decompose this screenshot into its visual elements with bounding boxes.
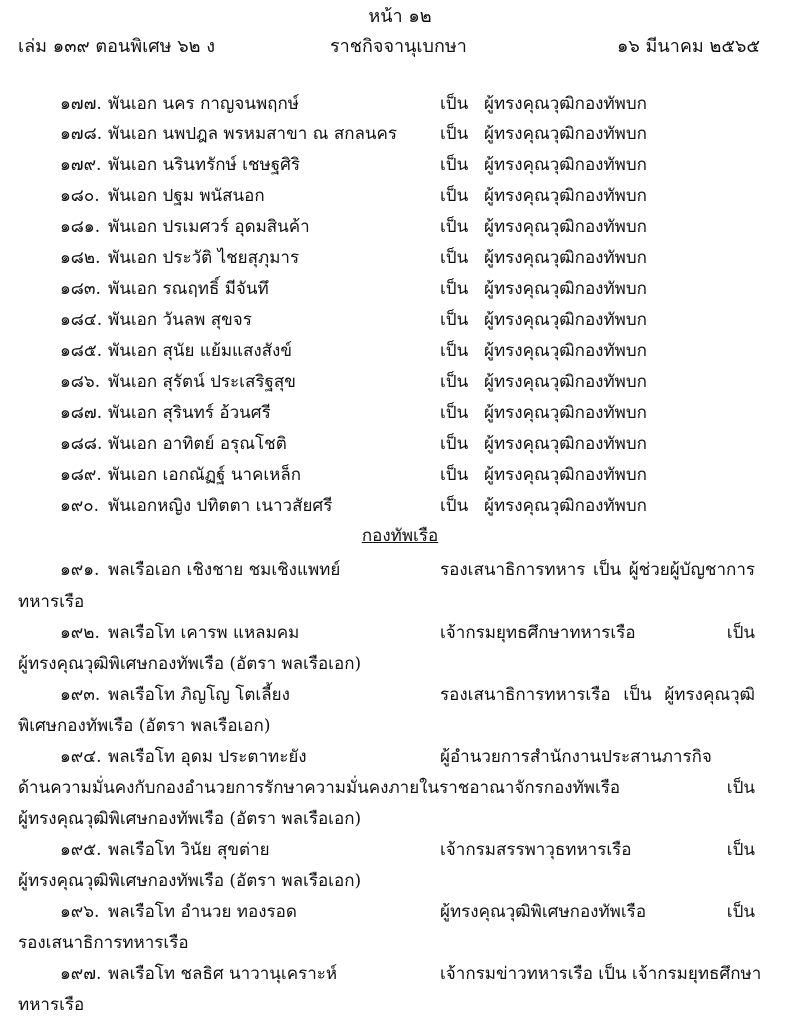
appointment-detail: ผู้ทรงคุณวุฒิพิเศษกองทัพเรือ เป็น	[440, 902, 755, 922]
appointment-word: เป็น	[440, 248, 469, 268]
appointment-role: ผู้ทรงคุณวุฒิกองทัพบก	[484, 434, 647, 454]
appointment-continuation: ผู้ทรงคุณวุฒิพิเศษกองทัพเรือ (อัตรา พลเรือเอก)	[18, 809, 362, 829]
appointment-word: เป็น	[440, 94, 469, 114]
appointment-word: เป็น	[440, 341, 469, 361]
item-number: ๑๙๗.	[60, 964, 102, 984]
appointment-detail: เจ้ากรมข่าวทหารเรือ เป็น เจ้ากรมยุทธศึกษา	[440, 964, 762, 984]
publication-title: ราชกิจจานุเบกษา	[330, 36, 467, 57]
appointment-continuation: ทหารเรือ	[18, 995, 85, 1015]
list-item	[0, 498, 800, 528]
appointment-continuation: ทหารเรือ	[18, 592, 85, 612]
appointment-role: ผู้ทรงคุณวุฒิกองทัพบก	[484, 341, 647, 361]
item-number: ๑๙๓.	[60, 685, 101, 705]
list-item	[0, 96, 800, 126]
officer-name: พันเอก นพปฎล พรหมสาขา ณ สกลนคร	[108, 124, 398, 144]
appointment-role: ผู้ทรงคุณวุฒิกองทัพบก	[484, 279, 647, 299]
appointment-word: เป็น	[440, 310, 469, 330]
appointment-role: ผู้ทรงคุณวุฒิกองทัพบก	[484, 124, 647, 144]
officer-name: พันเอก ประวัติ ไชยสุภุมาร	[108, 248, 300, 268]
appointment-role: ผู้ทรงคุณวุฒิกองทัพบก	[484, 496, 647, 516]
officer-name: พลเรือโท อุดม ประตาทะยัง	[108, 747, 307, 767]
officer-name: พันเอก อาทิตย์ อรุณโชติ	[108, 434, 287, 454]
volume-info: เล่ม ๑๓๙ ตอนพิเศษ ๖๒ ง	[18, 36, 216, 57]
officer-name: พันเอก สุรัตน์ ประเสริฐสุข	[108, 372, 296, 392]
appointment-detail: เจ้ากรมสรรพาวุธทหารเรือ เป็น	[440, 840, 755, 860]
officer-name: พลเรือโท อำนวย ทองรอด	[108, 902, 297, 922]
appointment-word: เป็น	[440, 186, 469, 206]
item-number: ๑๘๘.	[60, 434, 103, 454]
appointment-continuation: รองเสนาธิการทหารเรือ	[18, 933, 189, 953]
item-number: ๑๘๔.	[60, 310, 103, 330]
appointment-continuation: ผู้ทรงคุณวุฒิพิเศษกองทัพเรือ (อัตรา พลเรือเอก)	[18, 871, 362, 891]
appointment-role: ผู้ทรงคุณวุฒิกองทัพบก	[484, 186, 647, 206]
officer-name: พันเอก รณฤทธิ์ มีจันทึ	[108, 279, 269, 299]
officer-name: พันเอก ปฐม พนัสนอก	[108, 186, 265, 206]
list-item	[0, 188, 800, 218]
appointment-word: เป็น	[440, 217, 469, 237]
item-number: ๑๙๐.	[60, 496, 100, 516]
item-number: ๑๙๒.	[60, 623, 100, 643]
officer-name: พันเอก นรินทรักษ์ เชษฐศิริ	[108, 155, 301, 175]
item-number: ๑๙๔.	[60, 747, 102, 767]
appointment-continuation: พิเศษกองทัพเรือ (อัตรา พลเรือเอก)	[18, 716, 271, 736]
officer-name: พลเรือโท วินัย สุขต่าย	[108, 840, 270, 860]
appointment-continuation: ด้านความมั่นคงกับกองอำนวยการรักษาความมั่นคงภายในราชอาณาจักรกองทัพเรือ เป็น	[18, 778, 755, 798]
appointment-word: เป็น	[440, 155, 469, 175]
appointment-word: เป็น	[440, 496, 469, 516]
list-item	[0, 312, 800, 342]
appointment-word: เป็น	[440, 403, 469, 423]
list-item	[0, 436, 800, 466]
item-number: ๑๗๗.	[60, 94, 102, 114]
item-number: ๑๙๑.	[60, 560, 100, 580]
list-item	[0, 343, 800, 373]
appointment-role: ผู้ทรงคุณวุฒิกองทัพบก	[484, 403, 647, 423]
officer-name: พลเรือโท เคารพ แหลมคม	[108, 623, 300, 643]
appointment-word: เป็น	[440, 434, 469, 454]
appointment-role: ผู้ทรงคุณวุฒิกองทัพบก	[484, 94, 647, 114]
list-item	[0, 126, 800, 156]
officer-name: พันเอก วันลพ สุขจร	[108, 310, 252, 330]
officer-name: พลเรือโท ชลธิศ นาวานุเคราะห์	[108, 964, 338, 984]
appointment-detail: เจ้ากรมยุทธศึกษาทหารเรือ เป็น	[440, 623, 755, 643]
section-heading-navy: กองทัพเรือ	[361, 526, 439, 546]
item-number: ๑๘๖.	[60, 372, 101, 392]
item-number: ๑๗๙.	[60, 155, 102, 175]
list-item	[0, 157, 800, 187]
appointment-role: ผู้ทรงคุณวุฒิกองทัพบก	[484, 217, 647, 237]
officer-name: พันเอก นคร กาญจนพฤกษ์	[108, 94, 299, 114]
appointment-detail: ผู้อำนวยการสำนักงานประสานภารกิจ	[440, 747, 712, 767]
appointment-word: เป็น	[440, 372, 469, 392]
list-item	[0, 219, 800, 249]
appointment-detail: รองเสนาธิการทหาร เป็น ผู้ช่วยผู้บัญชาการ	[440, 560, 755, 580]
list-item	[0, 250, 800, 280]
list-item	[0, 374, 800, 404]
officer-name: พลเรือเอก เชิงชาย ชมเชิงแพทย์	[108, 560, 341, 580]
item-number: ๑๘๒.	[60, 248, 101, 268]
appointment-role: ผู้ทรงคุณวุฒิกองทัพบก	[484, 248, 647, 268]
appointment-word: เป็น	[440, 124, 469, 144]
publication-date: ๑๖ มีนาคม ๒๕๖๕	[616, 36, 760, 57]
appointment-role: ผู้ทรงคุณวุฒิกองทัพบก	[484, 372, 647, 392]
item-number: ๑๗๘.	[60, 124, 103, 144]
officer-name: พันเอก สุรินทร์ อ้วนศรี	[108, 403, 271, 423]
officer-name: พันเอก ปรเมศวร์ อุดมสินค้า	[108, 217, 310, 237]
item-number: ๑๘๗.	[60, 403, 103, 423]
list-item	[0, 467, 800, 497]
item-number: ๑๘๙.	[60, 465, 102, 485]
appointment-role: ผู้ทรงคุณวุฒิกองทัพบก	[484, 155, 647, 175]
officer-name: พันเอก สุนัย แย้มแสงสังข์	[108, 341, 292, 361]
item-number: ๑๙๖.	[60, 902, 100, 922]
list-item	[0, 405, 800, 435]
appointment-role: ผู้ทรงคุณวุฒิกองทัพบก	[484, 310, 647, 330]
appointment-word: เป็น	[440, 465, 469, 485]
appointment-word: เป็น	[440, 279, 469, 299]
item-number: ๑๘๕.	[60, 341, 103, 361]
appointment-continuation: ผู้ทรงคุณวุฒิพิเศษกองทัพเรือ (อัตรา พลเรือเอก)	[18, 654, 362, 674]
officer-name: พันเอก เอกณัฏฐ์ นาคเหล็ก	[108, 465, 302, 485]
appointment-role: ผู้ทรงคุณวุฒิกองทัพบก	[484, 465, 647, 485]
item-number: ๑๘๓.	[60, 279, 101, 299]
item-number: ๑๙๕.	[60, 840, 102, 860]
officer-name: พลเรือโท ภิญโญ โตเลี้ยง	[108, 685, 290, 705]
list-item	[0, 281, 800, 311]
page-number: หน้า ๑๒	[368, 6, 432, 27]
item-number: ๑๘๐.	[60, 186, 100, 206]
officer-name: พันเอกหญิง ปทิตตา เนาวสัยศรี	[108, 496, 333, 516]
item-number: ๑๘๑.	[60, 217, 101, 237]
appointment-detail: รองเสนาธิการทหารเรือ เป็น ผู้ทรงคุณวุฒิ	[440, 685, 755, 705]
